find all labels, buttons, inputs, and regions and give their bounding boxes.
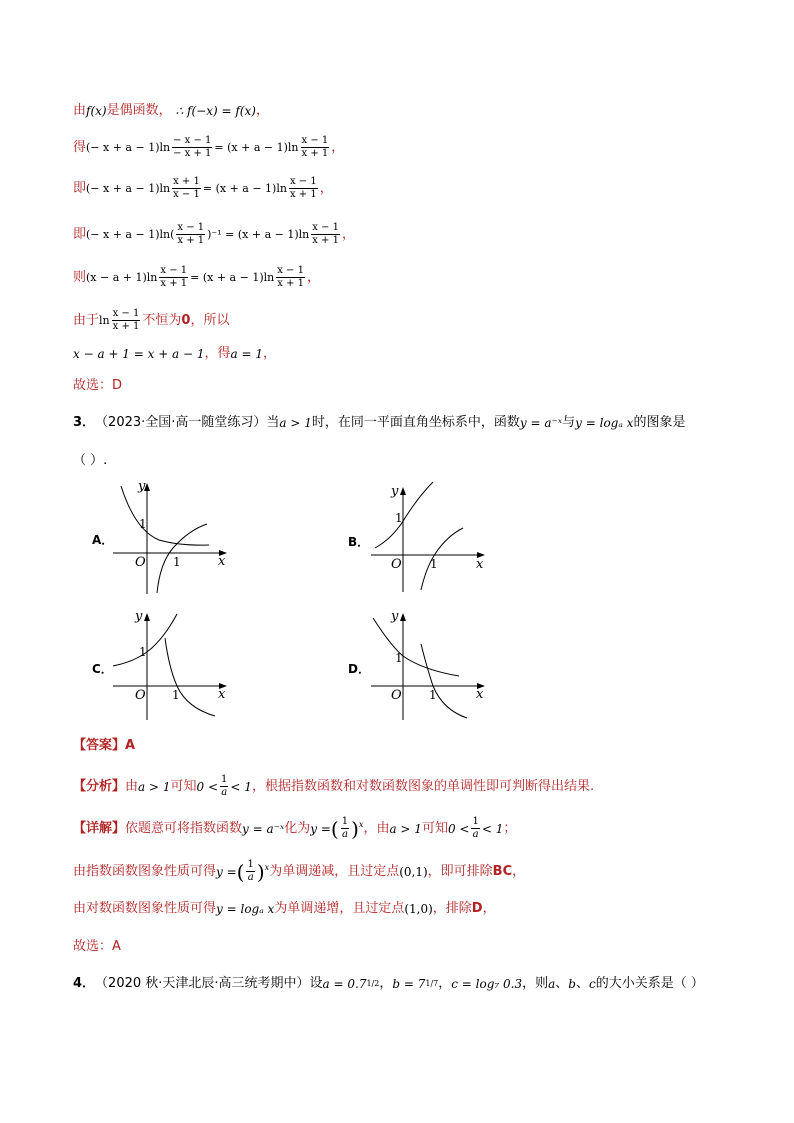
math: a (548, 977, 556, 991)
math: b = 7 (392, 977, 426, 991)
y-axis-arrow (400, 487, 406, 495)
sol-line-3 (73, 176, 333, 201)
math: y = logₐ x (216, 902, 275, 916)
origin-label: O (391, 557, 402, 572)
sol-line-4 (73, 222, 355, 247)
option-a-graph (105, 478, 235, 598)
math: a > 1 (138, 779, 171, 794)
math: 0 < (196, 779, 219, 794)
question-source: （2023·全国·高一随堂练习） (95, 415, 267, 430)
text: 由 (125, 778, 139, 794)
x-label: x (218, 687, 226, 702)
text: ， (319, 180, 333, 196)
option-b-graph (363, 478, 493, 598)
option-c-graph (105, 606, 235, 726)
text: ， (263, 346, 277, 361)
math: c (589, 977, 596, 991)
text: 为单调递减，且过定点 (269, 863, 400, 879)
option-d-graph (363, 606, 493, 726)
text: 的图象是 (633, 415, 686, 430)
text: ，即可排除 (427, 863, 493, 879)
detail-line-2: 由指数函数图象性质可得 y = ( $\frac{1}{a}$ ) $^x$ 为单调递减，且过定点 (0,1) ，即可排除 BC ， (73, 859, 526, 884)
text: ，由 (363, 820, 390, 836)
math: = (x + a − 1)ln (190, 270, 275, 284)
text: ； (503, 820, 517, 836)
detail-line-1: 【详解】 依题意可将指数函数 y = a⁻ˣ 化为 y = ( $\frac{1}{a}$ ) $^x$ ，由 a > 1 可知 0 < $\frac{1}{a}$ < 1 ； (73, 816, 517, 841)
y-one-label: 1 (395, 511, 403, 525)
math: x − a + 1 = x + a − 1 (73, 347, 205, 361)
math: a > 1 (389, 821, 422, 836)
question-source: （2020 秋·天津北辰·高三统考期中） (95, 976, 310, 991)
text: ， (306, 269, 320, 285)
question-3 (73, 414, 685, 432)
exp-curve (121, 486, 209, 545)
text: ， (438, 976, 452, 991)
text: BC (492, 863, 513, 879)
text: 即 (73, 180, 87, 196)
fraction: $\frac{x - 1}{x + 1}$ (301, 135, 329, 159)
text: D (471, 901, 483, 916)
math: < 1 (230, 779, 252, 794)
math: y = logₐ x (575, 416, 634, 430)
fraction: $\frac{x - 1}{x + 1}$ (177, 222, 205, 246)
y-label: y (138, 479, 146, 494)
fraction: $\frac{1}{a}$ (221, 774, 228, 798)
answer-line (73, 737, 135, 755)
fraction: $\frac{1}{a}$ (341, 816, 349, 840)
x-label: x (218, 554, 226, 569)
log-curve (165, 638, 215, 716)
y-axis-arrow (144, 613, 150, 621)
text: ，得 (204, 346, 231, 361)
y-axis-arrow (400, 613, 406, 621)
math: ∴ f(−x) = f(x) (175, 104, 256, 118)
fraction: $\frac{x - 1}{x + 1}$ (289, 176, 317, 200)
exponent: x (358, 820, 364, 829)
math: a > 1 (279, 416, 312, 430)
option-a-label: A． (92, 533, 114, 547)
origin-label: O (135, 688, 146, 703)
math: (− x + a − 1)ln (86, 181, 171, 195)
question-4 (73, 975, 704, 993)
text: 、 (575, 976, 589, 991)
math: b (568, 977, 576, 991)
log-curve (421, 644, 467, 718)
math: y = (216, 864, 237, 879)
x-one-label: 1 (429, 688, 437, 702)
text: 依题意可将指数函数 (125, 820, 243, 836)
question-number: 3． (73, 415, 96, 430)
text: 与 (562, 415, 576, 430)
sol-line-6 (73, 308, 229, 333)
x-label: x (476, 687, 484, 702)
y-one-label: 1 (139, 645, 147, 659)
text: 0 (181, 312, 191, 328)
option-b-label: B． (348, 535, 370, 549)
text: 由于 (73, 312, 100, 328)
math: = (x + a − 1)ln (214, 140, 299, 154)
text: ，所以 (190, 312, 230, 328)
math: (x − a + 1)ln (86, 270, 158, 284)
math: (0,1) (399, 864, 428, 879)
text: ， (379, 976, 393, 991)
option-c-label: C． (92, 662, 113, 676)
text: 为单调递增，且过定点 (274, 901, 405, 916)
final-answer: 故选：A (73, 939, 121, 954)
text: 即 (73, 226, 87, 242)
text: ， (341, 226, 355, 242)
y-one-label: 1 (139, 517, 147, 531)
math: ln (99, 313, 110, 327)
math: a = 0.7 (322, 977, 367, 991)
text: 时，在同一平面直角坐标系中，函数 (311, 415, 520, 430)
fraction: $\frac{x - 1}{x + 1}$ (277, 265, 304, 289)
text: 可知 (421, 820, 448, 836)
log-curve (421, 528, 463, 590)
text: 由指数函数图象性质可得 (73, 863, 217, 879)
fraction: $\frac{x + 1}{x - 1}$ (173, 176, 200, 200)
analysis-tag: 【分析】 (73, 778, 126, 794)
text: 、 (555, 976, 569, 991)
text: ，根据指数函数和对数函数图象的单调性即可判断得出结果. (251, 778, 595, 794)
text: 由 (73, 103, 87, 118)
x-label: x (476, 557, 484, 572)
y-label: y (391, 609, 399, 624)
math: f(x) (86, 104, 107, 118)
text: 化为 (284, 820, 311, 836)
exponent: x (264, 863, 270, 872)
text: ， (331, 139, 345, 155)
math: = (x + a − 1)ln (202, 181, 287, 195)
math: (− x + a − 1)ln (86, 140, 171, 154)
math: c = log₇ 0.3 (451, 977, 523, 991)
fraction: $\frac{x - 1}{x + 1}$ (312, 222, 339, 246)
log-curve (157, 524, 207, 593)
detail-tag: 【详解】 (73, 820, 126, 836)
math: < 1 (481, 821, 504, 836)
exponent: 1/7 (425, 979, 439, 988)
text: 设 (309, 976, 323, 991)
text: ，排除 (432, 901, 472, 916)
text: 由对数函数图象性质可得 (73, 901, 217, 916)
exp-curve (373, 618, 459, 676)
detail-line-3 (73, 900, 496, 918)
text: ， (255, 103, 269, 118)
text: ，则 (522, 976, 549, 991)
math: (1,0) (404, 902, 433, 916)
fraction: $\frac{1}{a}$ (472, 816, 479, 840)
fraction: $\frac{1}{a}$ (247, 859, 254, 883)
text: ， (482, 901, 496, 916)
fraction: $\frac{- x - 1}{- x + 1}$ (173, 135, 212, 159)
math: y = a⁻ˣ (242, 821, 285, 836)
x-one-label: 1 (172, 688, 180, 702)
y-label: y (391, 484, 399, 499)
text: ， (512, 863, 526, 879)
fraction: $\frac{x - 1}{x + 1}$ (160, 265, 188, 289)
text: 得 (73, 139, 87, 155)
math: 0 < (447, 821, 470, 836)
fraction: $\frac{x - 1}{x + 1}$ (112, 308, 140, 332)
math: y = (310, 821, 331, 836)
text: 的大小关系是（ ） (595, 976, 704, 991)
text: 是偶函数， (106, 103, 172, 118)
text: 当 (266, 415, 280, 430)
y-one-label: 1 (395, 651, 403, 665)
math: y = a⁻ˣ (519, 416, 563, 430)
exponent: 1/2 (366, 979, 380, 988)
origin-label: O (391, 688, 402, 703)
x-one-label: 1 (173, 555, 181, 569)
math: a = 1 (230, 347, 264, 361)
analysis-line (73, 774, 594, 799)
sol-final: 故选：D (73, 378, 123, 393)
x-one-label: 1 (430, 557, 438, 571)
sol-line-2 (73, 135, 344, 160)
question-number: 4． (73, 976, 96, 991)
origin-label: O (135, 555, 146, 570)
option-d-label: D． (348, 662, 370, 676)
sol-line-7 (73, 345, 276, 363)
text: 可知 (170, 778, 197, 794)
sol-line-1 (73, 102, 269, 120)
y-label: y (135, 609, 143, 624)
sol-line-5 (73, 265, 320, 290)
text: 不恒为 (142, 312, 182, 328)
answer-tag: 【答案】 (73, 738, 126, 753)
math: (− x + a − 1)ln( (86, 227, 175, 241)
question-3-blank: （ ）. (73, 453, 108, 468)
math: )⁻¹ = (x + a − 1)ln (207, 227, 310, 241)
text: 则 (73, 269, 87, 285)
answer-value: A (125, 738, 136, 753)
